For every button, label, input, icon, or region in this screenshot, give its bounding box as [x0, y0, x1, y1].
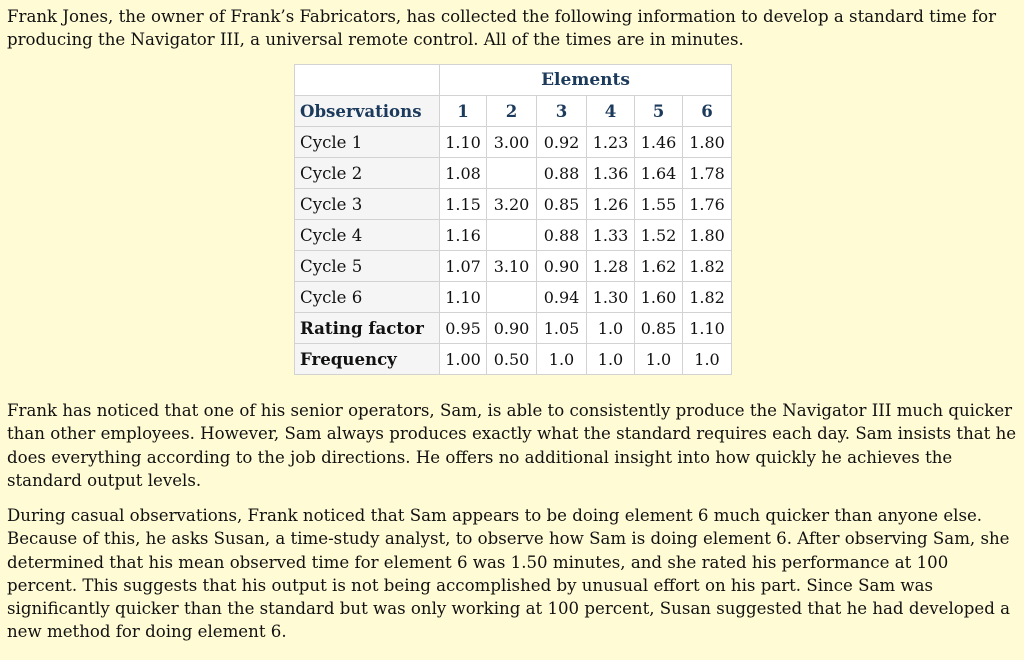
- table-cell: 0.85: [537, 189, 587, 220]
- row-label: Cycle 6: [295, 282, 440, 313]
- table-cell: 0.92: [537, 127, 587, 158]
- observations-header: Observations: [295, 96, 440, 127]
- table-cell: 3.00: [487, 127, 537, 158]
- table-cell: 1.10: [440, 127, 487, 158]
- table-cell: 1.10: [683, 313, 732, 344]
- table-cell: 1.78: [683, 158, 732, 189]
- table-cell: 1.62: [635, 251, 683, 282]
- table-cell: 1.0: [537, 344, 587, 375]
- time-study-table-container: [294, 64, 731, 387]
- table-cell: 1.82: [683, 282, 732, 313]
- row-label: Cycle 5: [295, 251, 440, 282]
- table-cell: 1.0: [683, 344, 732, 375]
- elements-header-row: [295, 65, 732, 96]
- susan-paragraph: During casual observations, Frank noticed that Sam appears to be doing element 6 much quicker than anyone else. Because of this, he asks Susan, a time-study analyst, to observe how Sam is doing element 6. After observing Sam, she determined that his mean observed time for element 6 was 1.50 minutes, and she rated his performance at 100 percent. This suggests that his output is not being accomplished by unusual effort on his part. Since Sam was significantly quicker than the standard but was only working at 100 percent, Susan suggested that he had developed a new method for doing element 6.: [7, 506, 1010, 642]
- row-label: Cycle 1: [295, 127, 440, 158]
- row-label: Cycle 4: [295, 220, 440, 251]
- row-label: Rating factor: [295, 313, 440, 344]
- elements-header: Elements: [440, 65, 732, 96]
- table-cell: 3.20: [487, 189, 537, 220]
- table-cell: [487, 158, 537, 189]
- table-cell: 1.60: [635, 282, 683, 313]
- row-label: Cycle 3: [295, 189, 440, 220]
- table-row: [295, 282, 732, 313]
- table-cell: 0.94: [537, 282, 587, 313]
- table-cell: 1.46: [635, 127, 683, 158]
- corner-cell: [295, 65, 440, 96]
- sam-paragraph: Frank has noticed that one of his senior operators, Sam, is able to consistently produce the Navigator III much quicker than other employees. However, Sam always produces exactly what the standard requires each day. Sam insists that he does everything according to the job directions. He offers no additional insight into how quickly he achieves the standard output levels.: [7, 401, 1017, 490]
- table-row: [295, 251, 732, 282]
- table-cell: 1.64: [635, 158, 683, 189]
- table-cell: 1.30: [587, 282, 635, 313]
- table-cell: 1.07: [440, 251, 487, 282]
- table-cell: 1.76: [683, 189, 732, 220]
- table-cell: 3.10: [487, 251, 537, 282]
- table-cell: 0.88: [537, 220, 587, 251]
- table-cell: 1.33: [587, 220, 635, 251]
- table-cell: 1.82: [683, 251, 732, 282]
- column-header: 2: [487, 96, 537, 127]
- column-header: 4: [587, 96, 635, 127]
- table-body: [295, 127, 732, 375]
- table-cell: 1.52: [635, 220, 683, 251]
- table-cell: 1.80: [683, 127, 732, 158]
- table-cell: 1.23: [587, 127, 635, 158]
- row-label: Frequency: [295, 344, 440, 375]
- table-row: [295, 220, 732, 251]
- table-cell: 1.0: [587, 344, 635, 375]
- column-header: 1: [440, 96, 487, 127]
- table-cell: [487, 220, 537, 251]
- table-cell: 0.88: [537, 158, 587, 189]
- table-cell: 1.16: [440, 220, 487, 251]
- table-cell: 1.28: [587, 251, 635, 282]
- table-cell: 1.80: [683, 220, 732, 251]
- table-cell: 0.85: [635, 313, 683, 344]
- column-header: 5: [635, 96, 683, 127]
- table-row: [295, 158, 732, 189]
- table-cell: 1.00: [440, 344, 487, 375]
- column-header: 3: [537, 96, 587, 127]
- table-row: [295, 313, 732, 344]
- table-cell: 1.10: [440, 282, 487, 313]
- table-cell: 1.05: [537, 313, 587, 344]
- table-cell: 0.95: [440, 313, 487, 344]
- intro-paragraph: Frank Jones, the owner of Frank’s Fabricators, has collected the following information to develop a standard time for producing the Navigator III, a universal remote control. All of the times are in minutes.: [7, 7, 997, 50]
- time-study-table: [294, 64, 732, 375]
- table-row: [295, 344, 732, 375]
- column-header-row: [295, 96, 732, 127]
- table-cell: 0.90: [537, 251, 587, 282]
- table-cell: 0.90: [487, 313, 537, 344]
- table-cell: 1.0: [587, 313, 635, 344]
- table-cell: 1.08: [440, 158, 487, 189]
- table-cell: 1.26: [587, 189, 635, 220]
- table-row: [295, 127, 732, 158]
- table-cell: 1.0: [635, 344, 683, 375]
- table-cell: [487, 282, 537, 313]
- table-cell: 1.15: [440, 189, 487, 220]
- table-cell: 1.36: [587, 158, 635, 189]
- row-label: Cycle 2: [295, 158, 440, 189]
- table-cell: 0.50: [487, 344, 537, 375]
- table-cell: 1.55: [635, 189, 683, 220]
- table-row: [295, 189, 732, 220]
- column-header: 6: [683, 96, 732, 127]
